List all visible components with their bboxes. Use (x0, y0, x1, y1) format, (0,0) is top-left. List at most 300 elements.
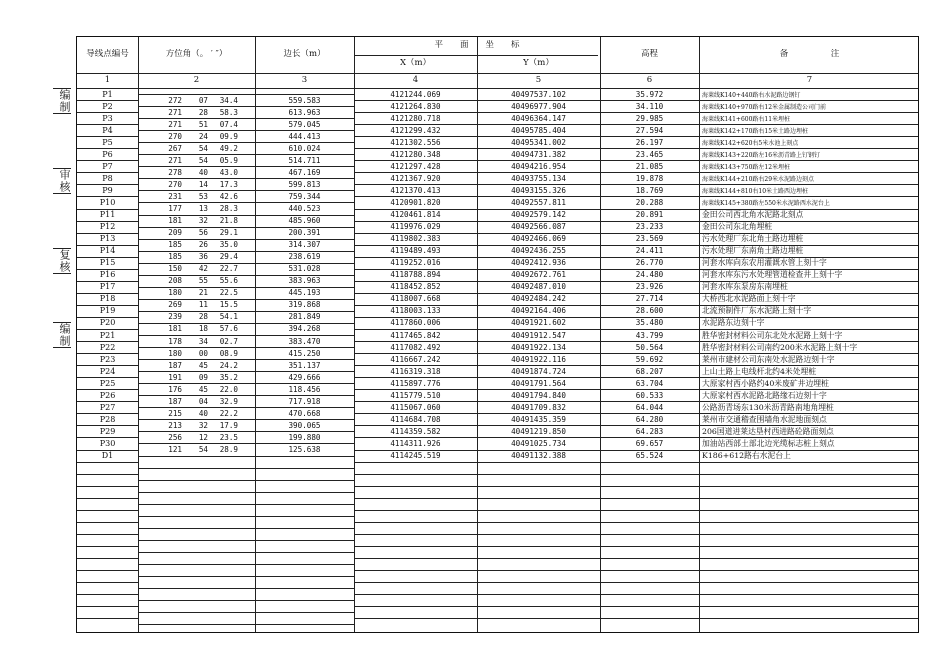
bearing-deg: 278 (168, 167, 182, 177)
elevation: 65.524 (635, 451, 664, 460)
row-rule (77, 558, 138, 559)
leg-row-rule (138, 588, 354, 589)
coord-y: 40492566.087 (511, 222, 566, 232)
header-bottom-rule (77, 73, 918, 74)
leg-row-rule (138, 456, 354, 457)
row-rule (77, 462, 138, 463)
leg-length: 383.963 (288, 276, 321, 286)
bearing-deg: 187 (168, 396, 182, 406)
bearing-min: 54 (198, 143, 208, 153)
header-point-no: 导线点编号 (86, 49, 129, 59)
elevation: 69.657 (635, 438, 664, 448)
leg-length: 319.868 (288, 300, 321, 310)
bearing-min: 04 (198, 396, 208, 406)
remark: 海莱线K144+210路右29米水泥路边刻点 (702, 176, 815, 184)
bearing-deg: 271 (168, 119, 182, 129)
header-x: X（m） (399, 58, 432, 68)
point-id: P13 (99, 234, 116, 244)
bearing-min: 28 (198, 107, 208, 117)
row-rule (77, 546, 138, 547)
bearing-deg: 177 (168, 203, 182, 213)
bearing-sec: 05.9 (219, 155, 238, 165)
elevation: 63.704 (635, 378, 664, 388)
leg-length: 125.638 (288, 444, 321, 454)
bearing-sec: 49.2 (219, 143, 238, 153)
bearing-min: 00 (198, 348, 208, 358)
bearing-sec: 02.7 (219, 336, 238, 346)
bearing-sec: 24.2 (219, 360, 238, 370)
coord-y: 40495341.002 (511, 137, 566, 147)
point-id: P8 (102, 173, 113, 183)
bearing-sec: 17.3 (219, 179, 238, 189)
bearing-min: 21 (198, 288, 208, 298)
bearing-sec: 22.2 (219, 408, 238, 418)
bearing-deg: 213 (168, 420, 182, 430)
bearing-sec: 43.0 (219, 167, 238, 177)
elevation: 23.233 (635, 222, 664, 232)
bearing-sec: 28.3 (219, 203, 238, 213)
bearing-sec: 35.2 (219, 372, 238, 382)
bearing-deg: 269 (168, 300, 182, 310)
row-rule (354, 534, 918, 535)
remark: 莱州市交通稽查围墙角水泥地面刻点 (702, 414, 827, 424)
elevation: 26.197 (635, 137, 664, 147)
bearing-min: 55 (198, 276, 208, 286)
point-id: P27 (99, 402, 116, 412)
point-id: P22 (99, 342, 116, 352)
coord-x: 4115779.510 (390, 390, 441, 400)
bearing-min: 09 (198, 372, 208, 382)
point-id: P7 (102, 161, 113, 171)
coord-y: 40491132.388 (511, 451, 566, 460)
elevation: 27.594 (635, 125, 664, 135)
leg-length: 394.268 (288, 324, 321, 334)
leg-length: 717.918 (288, 396, 321, 406)
bearing-sec: 34.4 (219, 95, 238, 105)
remark: 海莱线K144+810右10米土路西边埋桩 (702, 188, 809, 196)
row-rule (354, 486, 918, 487)
coord-x: 4114245.519 (390, 451, 441, 460)
bearing-sec: 07.4 (219, 119, 238, 129)
point-id: P10 (99, 197, 116, 207)
coord-x: 4118452.852 (390, 282, 441, 292)
coord-x: 4114684.708 (390, 414, 441, 424)
leg-length: 351.137 (288, 360, 321, 370)
remark: 海莱线K141+600路右11米埋桩 (702, 116, 791, 124)
bearing-sec: 42.6 (219, 191, 238, 201)
remark: 海莱线K145+380路左550米水泥路西水泥台上 (702, 200, 830, 208)
elevation: 20.891 (635, 210, 664, 219)
remark: 河套水库东泵房东南埋桩 (702, 282, 788, 292)
bearing-min: 51 (198, 119, 208, 129)
leg-length: 610.024 (288, 143, 321, 153)
point-id: P9 (102, 185, 113, 195)
leg-row-rule (138, 480, 354, 481)
coord-y: 40492579.142 (511, 210, 566, 219)
point-id: P25 (99, 378, 116, 388)
coord-y: 40493155.326 (511, 185, 566, 195)
bearing-min: 36 (198, 252, 208, 262)
coord-y: 40492487.010 (511, 282, 566, 292)
elevation: 60.533 (635, 390, 664, 400)
coord-x: 4116667.242 (390, 354, 441, 364)
bearing-min: 34 (198, 336, 208, 346)
bearing-deg: 150 (168, 264, 182, 274)
bearing-min: 12 (198, 432, 208, 442)
remark: 206国道进莱达垦村西进路砼路面刻点 (702, 426, 834, 436)
point-id: P14 (99, 246, 116, 256)
bearing-sec: 17.9 (219, 420, 238, 430)
coord-x: 4121280.348 (390, 149, 441, 159)
row-rule (354, 558, 918, 559)
bearing-min: 40 (198, 408, 208, 418)
row-rule (354, 498, 918, 499)
row-rule (354, 522, 918, 523)
row-rule (77, 594, 138, 595)
coord-x: 4119802.383 (390, 234, 441, 244)
remark: 海莱线K143+750路左12米埋桩 (702, 164, 791, 172)
header-sub-divider (354, 55, 598, 56)
bearing-min: 26 (198, 240, 208, 250)
row-rule (77, 534, 138, 535)
row-rule (77, 522, 138, 523)
row-rule (77, 510, 138, 511)
column-number: 7 (806, 75, 813, 85)
elevation: 23.926 (635, 282, 664, 292)
coord-x: 4121370.413 (390, 185, 441, 195)
bearing-deg: 270 (168, 131, 182, 141)
row-rule (354, 582, 918, 583)
elevation: 50.564 (635, 342, 664, 352)
leg-row-rule (138, 600, 354, 601)
elevation: 43.799 (635, 330, 664, 340)
elevation: 34.110 (635, 101, 664, 111)
column-number: 3 (301, 75, 308, 85)
row-rule (77, 582, 138, 583)
elevation: 35.480 (635, 318, 664, 328)
bearing-min: 11 (198, 300, 208, 310)
row-rule (354, 546, 918, 547)
bearing-deg: 181 (168, 216, 182, 226)
elevation: 24.411 (635, 246, 664, 256)
bearing-sec: 57.6 (219, 324, 238, 334)
bearing-deg: 215 (168, 408, 182, 418)
elevation: 18.769 (635, 185, 664, 195)
leg-length: 445.193 (288, 288, 321, 298)
coord-y: 40491922.116 (511, 354, 566, 364)
coord-y: 40497537.102 (511, 89, 566, 99)
column-number: 6 (646, 75, 653, 85)
elevation: 19.878 (635, 173, 664, 183)
remark: 污水处理厂东北角土路边埋桩 (702, 234, 804, 244)
point-id: P11 (99, 210, 116, 219)
bearing-sec: 09.9 (219, 131, 238, 141)
bearing-min: 32 (198, 216, 208, 226)
point-id: P28 (99, 414, 116, 424)
leg-length: 314.307 (288, 240, 321, 250)
row-rule (354, 570, 918, 571)
coord-y: 40491921.602 (511, 318, 566, 328)
header-bearing: 方位角（。 ′ ″） (165, 49, 228, 59)
point-id: P15 (99, 258, 116, 268)
row-rule (354, 606, 918, 607)
leg-length: 599.813 (288, 179, 321, 189)
point-id: P26 (99, 390, 116, 400)
coord-x: 4121367.920 (390, 173, 441, 183)
coord-x: 4119976.029 (390, 222, 441, 232)
point-id: P19 (99, 306, 116, 316)
row-rule (77, 570, 138, 571)
coord-y: 40491874.724 (511, 366, 566, 376)
leg-row-rule (138, 504, 354, 505)
leg-length: 467.169 (288, 167, 321, 177)
point-id: P4 (102, 125, 113, 135)
coord-x: 4117082.492 (390, 342, 441, 352)
leg-length: 118.456 (288, 384, 321, 394)
bearing-deg: 180 (168, 348, 182, 358)
leg-row-rule (138, 540, 354, 541)
remark: 上山土路上电线杆北约4米处埋桩 (702, 366, 817, 376)
leg-length: 470.668 (288, 408, 321, 418)
point-id: P18 (99, 294, 116, 304)
point-id: P1 (102, 89, 113, 99)
bearing-deg: 271 (168, 107, 182, 117)
coord-x: 4118003.133 (390, 306, 441, 316)
coord-y: 40496977.904 (511, 101, 566, 111)
leg-length: 199.880 (288, 432, 321, 442)
point-id: P30 (99, 438, 116, 448)
coord-x: 4115897.776 (390, 378, 441, 388)
coord-y: 40492466.069 (511, 234, 566, 244)
coord-y: 40491219.850 (511, 426, 566, 436)
elevation: 68.207 (635, 366, 664, 376)
bearing-deg: 181 (168, 324, 182, 334)
bearing-sec: 28.9 (219, 444, 238, 454)
coord-x: 4120901.820 (390, 197, 441, 207)
elevation: 23.465 (635, 149, 664, 159)
column-divider (699, 37, 700, 632)
bearing-sec: 23.5 (219, 432, 238, 442)
header-length: 边长（m） (283, 49, 326, 59)
leg-length: 759.344 (288, 191, 321, 201)
bearing-deg: 180 (168, 288, 182, 298)
elevation: 59.692 (635, 354, 664, 364)
remark: 大桥西北水泥路面上刻十字 (702, 294, 796, 304)
remark: 加油站西部土部北边光缆标志桩上刻点 (702, 438, 835, 448)
column-number: 4 (412, 75, 419, 85)
remark: 海莱线K142+620右5米水池上刻点 (702, 140, 799, 148)
coord-y: 40491025.734 (511, 438, 566, 448)
bearing-min: 18 (198, 324, 208, 334)
coord-y: 40494216.954 (511, 161, 566, 171)
leg-length: 559.583 (288, 95, 321, 105)
coord-x: 4117860.006 (390, 318, 441, 328)
bearing-deg: 185 (168, 252, 182, 262)
remark: 大原家村西水泥路北路缘石边刻十字 (702, 390, 827, 400)
bearing-min: 54 (198, 444, 208, 454)
leg-length: 415.250 (288, 348, 321, 358)
elevation: 26.770 (635, 258, 664, 268)
bearing-min: 07 (198, 95, 208, 105)
coord-x: 4121302.556 (390, 137, 441, 147)
coord-x: 4121299.432 (390, 125, 441, 135)
leg-length: 613.963 (288, 107, 321, 117)
bearing-deg: 187 (168, 360, 182, 370)
coord-x: 4114311.926 (390, 438, 441, 448)
point-id: P20 (99, 318, 116, 328)
bearing-sec: 55.6 (219, 276, 238, 286)
side-stamp: 审核 (53, 168, 71, 194)
bearing-sec: 54.1 (219, 312, 238, 322)
coord-x: 4117465.842 (390, 330, 441, 340)
coord-x: 4121264.830 (390, 101, 441, 111)
header-y: Y（m） (523, 58, 554, 68)
row-rule (354, 618, 918, 619)
coord-x: 4120461.814 (390, 210, 441, 219)
leg-length: 579.045 (288, 119, 321, 129)
row-rule (77, 474, 138, 475)
bearing-sec: 58.3 (219, 107, 238, 117)
column-number: 5 (535, 75, 542, 85)
bearing-deg: 270 (168, 179, 182, 189)
leg-row-rule (138, 528, 354, 529)
leg-row-rule (138, 516, 354, 517)
bearing-deg: 208 (168, 276, 182, 286)
coord-y: 40492412.936 (511, 258, 566, 268)
coord-y: 40491922.134 (511, 342, 566, 352)
remark: 水泥路东边刻十字 (702, 318, 765, 328)
elevation: 20.288 (635, 197, 664, 207)
leg-length: 444.413 (288, 131, 321, 141)
coord-y: 40495785.404 (511, 125, 566, 135)
leg-row-rule (138, 492, 354, 493)
header-elevation: 高程 (640, 49, 658, 59)
bearing-sec: 35.0 (219, 240, 238, 250)
coord-x: 4121244.069 (390, 89, 441, 99)
side-stamp: 编制 (53, 322, 71, 348)
leg-row-rule (138, 624, 354, 625)
side-stamp: 编制 (53, 88, 71, 114)
coord-x: 4115067.060 (390, 402, 441, 412)
point-id: P16 (99, 270, 116, 280)
elevation: 64.280 (635, 414, 664, 424)
bearing-min: 54 (198, 155, 208, 165)
bearing-sec: 08.9 (219, 348, 238, 358)
coord-y: 40492672.761 (511, 270, 566, 280)
leg-length: 531.028 (288, 264, 321, 274)
coord-y: 40491794.840 (511, 390, 566, 400)
elevation: 64.283 (635, 426, 664, 436)
remark: 莱州市建材公司东南处水泥路边刻十字 (702, 354, 835, 364)
bearing-deg: 239 (168, 312, 182, 322)
bearing-deg: 185 (168, 240, 182, 250)
coord-x: 4118788.894 (390, 270, 441, 280)
coord-x: 4114359.582 (390, 426, 441, 436)
bearing-deg: 121 (168, 444, 182, 454)
point-id: P3 (102, 113, 113, 123)
point-id: P5 (102, 137, 113, 147)
row-rule (77, 606, 138, 607)
bearing-min: 53 (198, 191, 208, 201)
column-number: 2 (193, 75, 200, 85)
bearing-min: 45 (198, 384, 208, 394)
point-id: P23 (99, 354, 116, 364)
coord-y: 40493755.134 (511, 173, 566, 183)
leg-length: 429.666 (288, 372, 321, 382)
bearing-min: 56 (198, 228, 208, 238)
elevation: 64.044 (635, 402, 664, 412)
bearing-deg: 191 (168, 372, 182, 382)
coord-y: 40496364.147 (511, 113, 566, 123)
point-id: P29 (99, 426, 116, 436)
side-stamp: 复核 (53, 248, 71, 274)
row-rule (354, 474, 918, 475)
remark: 金田公司东北角埋桩 (702, 222, 773, 232)
remark: 海莱线K140+970路右12米金属制造公司门前 (702, 104, 827, 112)
leg-length: 390.065 (288, 420, 321, 430)
bearing-min: 14 (198, 179, 208, 189)
leg-length: 200.391 (288, 228, 321, 238)
column-number: 1 (104, 75, 111, 85)
remark: 胜华密封材料公司东北处水泥路上刻十字 (702, 330, 843, 340)
header-plane-coord: 平 面 坐 标 (434, 40, 520, 50)
coord-y: 40492164.406 (511, 306, 566, 316)
bearing-sec: 32.9 (219, 396, 238, 406)
leg-row-rule (138, 468, 354, 469)
bearing-min: 24 (198, 131, 208, 141)
elevation: 21.085 (635, 161, 664, 171)
coord-x: 4118007.668 (390, 294, 441, 304)
bearing-min: 13 (198, 203, 208, 213)
leg-row-rule (138, 576, 354, 577)
row-rule (354, 462, 918, 463)
bearing-sec: 15.5 (219, 300, 238, 310)
bearing-deg: 176 (168, 384, 182, 394)
elevation: 29.985 (635, 113, 664, 123)
point-id: P2 (102, 101, 113, 111)
leg-row-rule (138, 552, 354, 553)
bearing-sec: 22.7 (219, 264, 238, 274)
elevation: 24.480 (635, 270, 664, 280)
bearing-deg: 178 (168, 336, 182, 346)
coord-x: 4121280.718 (390, 113, 441, 123)
remark: 海莱线K142+170路右15米土路边埋桩 (702, 128, 809, 136)
remark: 北流预制件厂东水泥路上刻十字 (702, 306, 812, 316)
elevation: 23.569 (635, 234, 664, 244)
bearing-deg: 271 (168, 155, 182, 165)
coord-y: 40491709.832 (511, 402, 566, 412)
bearing-deg: 231 (168, 191, 182, 201)
elevation: 35.972 (635, 89, 664, 99)
coord-x: 4121297.428 (390, 161, 441, 171)
row-rule (77, 486, 138, 487)
bearing-sec: 22.0 (219, 384, 238, 394)
point-id: P12 (99, 222, 116, 232)
bearing-min: 28 (198, 312, 208, 322)
leg-row-rule (138, 612, 354, 613)
leg-length: 238.619 (288, 252, 321, 262)
bearing-sec: 29.4 (219, 252, 238, 262)
bearing-min: 42 (198, 264, 208, 274)
remark: 河套水库向东农用灌溉水管上刻十字 (702, 258, 827, 268)
leg-length: 281.849 (288, 312, 321, 322)
remark: K186+612路右水泥台上 (702, 451, 791, 460)
elevation: 28.600 (635, 306, 664, 316)
traverse-table (76, 36, 919, 633)
remark: 大原家村西小路约40米废矿井边埋桩 (702, 378, 829, 388)
bearing-deg: 209 (168, 228, 182, 238)
remark: 海莱线K143+220路左16米沥青路上钉钢钉 (702, 152, 821, 160)
